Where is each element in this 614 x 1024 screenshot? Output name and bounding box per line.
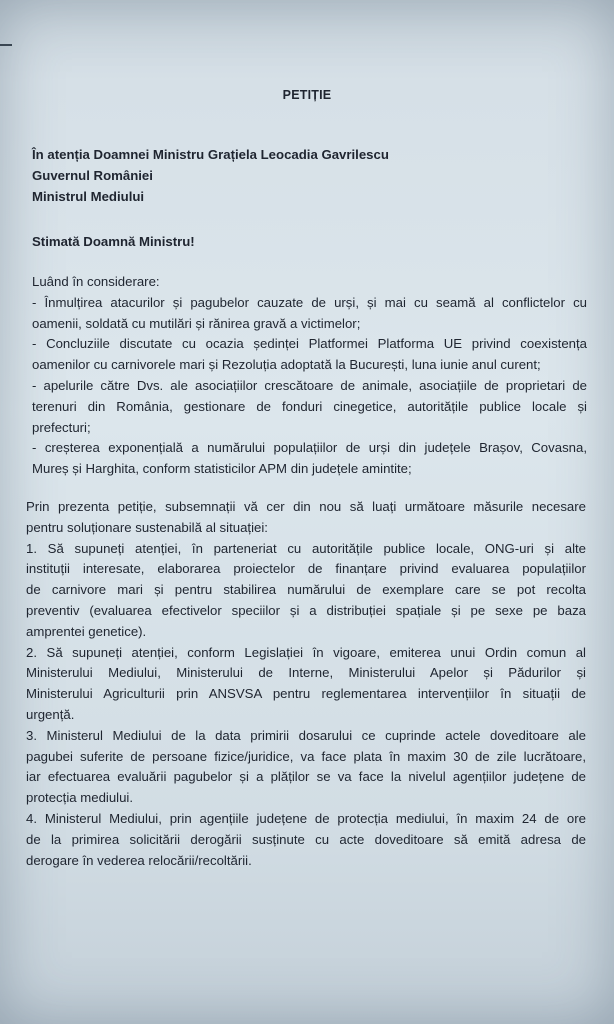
petition-line: urgență. bbox=[26, 706, 75, 722]
petition-line: 1. Să supuneți atenției, în parteneriat cu autoritățile publice locale, ONG-uri și alte bbox=[26, 540, 586, 556]
considering-section bbox=[32, 272, 587, 480]
petition-line: protecția mediului. bbox=[26, 790, 134, 806]
considering-line: - Înmulțirea atacurilor și pagubelor cauzate de urși, și mai cu seamă al conflictelor cu bbox=[32, 294, 587, 310]
petition-section bbox=[26, 497, 586, 871]
address-line-recipient: În atenția Doamnei Ministru Grațiela Leocadia Gavrilescu bbox=[32, 147, 389, 162]
petition-line: de la primirea solicitării derogării susținute cu acte doveditoare să emită adresa de bbox=[26, 831, 586, 847]
petition-line: 3. Ministerul Mediului de la data primirii dosarului ce cuprinde actele doveditoare ale bbox=[26, 727, 586, 743]
petition-line: 2. Să supuneți atenției, conform Legislației în vigoare, emiterea unui Ordin comun al bbox=[26, 644, 586, 660]
considering-intro: Luând în considerare: bbox=[32, 274, 160, 289]
considering-line: oamenilor cu carnivorele mari și Rezoluția adoptată la București, luna iunie anul curent; bbox=[32, 357, 541, 373]
petition-line: pentru soluționare sustenabilă al situației: bbox=[26, 519, 268, 535]
considering-line: terenuri din România, gestionare de fonduri cinegetice, autoritățile publice locale și bbox=[32, 398, 587, 414]
petition-line: de carnivore mari și pentru stabilirea numărului de exemplare care se pot recolta bbox=[26, 582, 586, 598]
petition-line: iar efectuarea evaluării pagubelor și a plăților se va face la nivelul agențiilor județene de bbox=[26, 769, 586, 785]
petition-line: 4. Ministerul Mediului, prin agențiile județene de protecția mediului, în maxim 24 de ore bbox=[26, 810, 586, 826]
address-line-ministry: Ministrul Mediului bbox=[32, 188, 145, 204]
petition-line: instituții interesate, elaborarea proiectelor de finanțare privind evaluarea populațiilor bbox=[26, 561, 586, 577]
considering-line: prefecturi; bbox=[32, 419, 91, 435]
petition-line: Ministerului Mediului, Ministerului de Interne, Ministerului Apelor și Pădurilor și bbox=[26, 665, 586, 681]
document-title: PETIȚIE bbox=[282, 88, 332, 102]
considering-line: - apelurile către Dvs. ale asociațiilor crescătoare de animale, asociațiile de proprietari de bbox=[32, 377, 587, 393]
petition-line: derogare în vederea relocării/recoltării. bbox=[26, 852, 252, 868]
address-line-government: Guvernul României bbox=[32, 167, 153, 183]
petition-line: preventiv (evaluarea efectivelor speciilor și a distribuției spațiale și pe sexe pe baza bbox=[26, 602, 586, 618]
considering-line: - Concluziile discutate cu ocazia ședinței Platformei Platforma UE privind coexistența bbox=[32, 336, 587, 352]
considering-line: Mureș și Harghita, conform statisticilor APM din județele amintite; bbox=[32, 461, 412, 477]
considering-line: oamenii, soldată cu mutilări și rănirea gravă a victimelor; bbox=[32, 315, 361, 331]
page-edge-mark bbox=[0, 44, 12, 46]
greeting: Stimată Doamnă Ministru! bbox=[32, 234, 195, 249]
address-block bbox=[32, 145, 587, 207]
petition-line: Ministerului Agriculturii prin ANSVSA pentru reglementarea intervențiilor în situații de bbox=[26, 686, 586, 702]
petition-line: amprentei genetice). bbox=[26, 623, 147, 639]
considering-line: - creșterea exponențială a numărului populațiilor de urși din județele Brașov, Covasna, bbox=[32, 440, 587, 456]
petition-line: pagubei suferite de persoane fizice/juridice, va face plata în maxim 30 de zile lucrătoare, bbox=[26, 748, 586, 764]
petition-line: Prin prezenta petiție, subsemnații vă cer din nou să luați următoare măsurile necesare bbox=[26, 499, 586, 514]
